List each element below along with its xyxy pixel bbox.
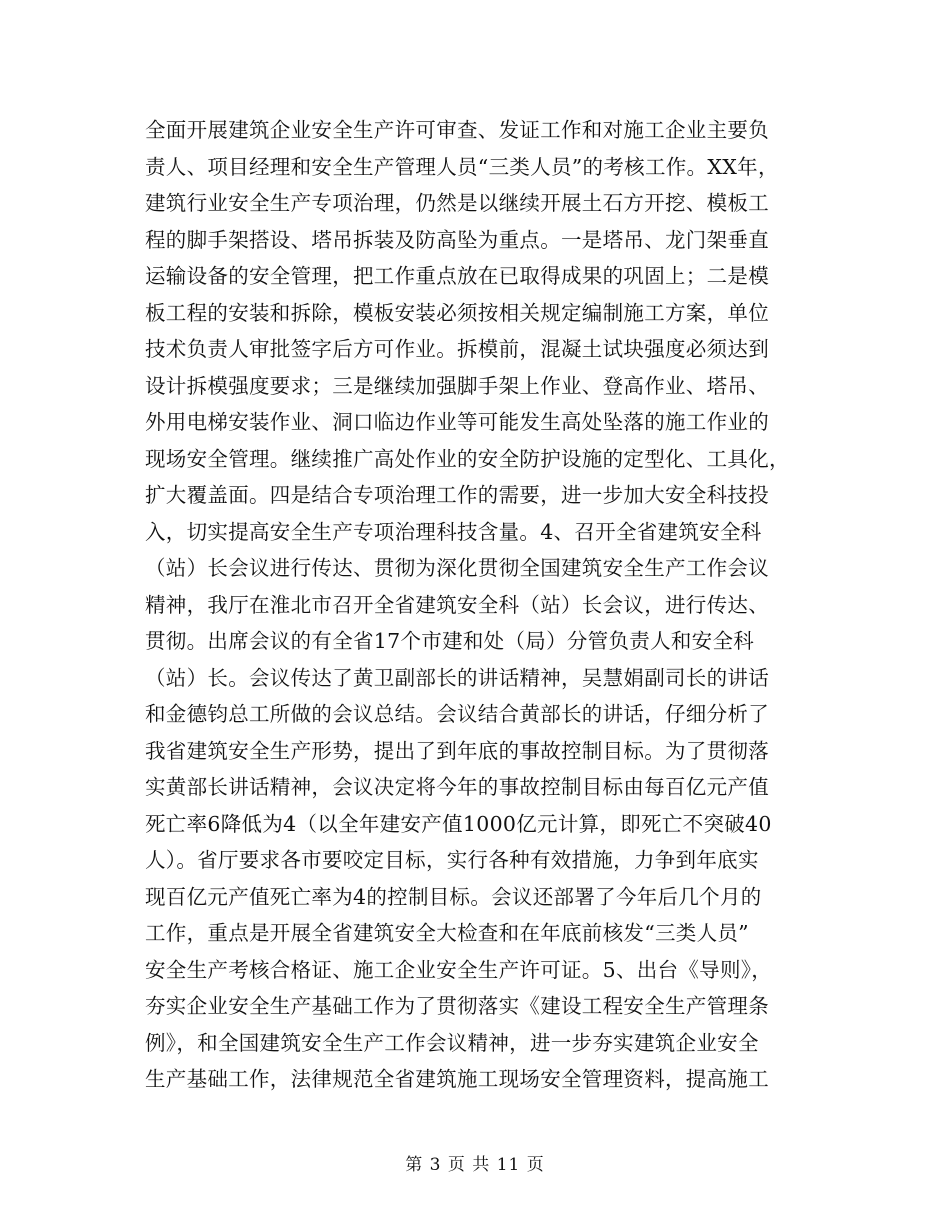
text-line: 设计拆模强度要求；三是继续加强脚手架上作业、登高作业、塔吊、	[145, 373, 769, 398]
text-line: 夯实企业安全生产基础工作为了贯彻落实《建设工程安全生产管理条	[145, 994, 769, 1018]
text-line: 板工程的安装和拆除，模板安装必须按相关规定编制施工方案，单位	[145, 300, 769, 325]
text-line: （站）长。会议传达了黄卫副部长的讲话精神，吴慧娟副司长的讲话	[145, 665, 769, 690]
text-line: 运输设备的安全管理，把工作重点放在已取得成果的巩固上；二是模	[145, 264, 769, 288]
text-line: 程的脚手架搭设、塔吊拆装及防高坠为重点。一是塔吊、龙门架垂直	[145, 227, 769, 252]
text-line: 现场安全管理。继续推广高处作业的安全防护设施的定型化、工具化，	[145, 446, 790, 471]
text-line: （站）长会议进行传达、贯彻为深化贯彻全国建筑安全生产工作会议	[145, 556, 769, 580]
text-line: 例》，和全国建筑安全生产工作会议精神，进一步夯实建筑企业安全	[145, 1030, 759, 1055]
text-line: 贯彻。出席会议的有全省17个市建和处（局）分管负责人和安全科	[145, 629, 755, 653]
text-line: 扩大覆盖面。四是结合专项治理工作的需要，进一步加大安全科技投	[145, 483, 769, 507]
text-line: 入，切实提高安全生产专项治理科技含量。4、召开全省建筑安全科	[145, 519, 762, 544]
text-line: 实黄部长讲话精神，会议决定将今年的事故控制目标由每百亿元产值	[145, 775, 769, 799]
text-line: 全面开展建筑企业安全生产许可审查、发证工作和对施工企业主要负	[145, 118, 769, 142]
text-line: 技术负责人审批签字后方可作业。拆模前，混凝土试块强度必须达到	[145, 337, 769, 361]
text-line: 安全生产考核合格证、施工企业安全生产许可证。5、出台《导则》，	[145, 957, 773, 982]
body-text	[145, 112, 810, 1098]
text-line: 生产基础工作，法律规范全省建筑施工现场安全管理资料，提高施工	[145, 1067, 769, 1091]
text-line: 和金德钧总工所做的会议总结。会议结合黄部长的讲话，仔细分析了	[145, 702, 769, 726]
text-line: 我省建筑安全生产形势，提出了到年底的事故控制目标。为了贯彻落	[145, 738, 769, 763]
text-line: 死亡率6降低为4（以全年建安产值1000亿元计算，即死亡不突破40	[145, 811, 772, 836]
page-footer: 第 3 页 共 11 页	[405, 1155, 545, 1175]
text-line: 建筑行业安全生产专项治理，仍然是以继续开展土石方开挖、模板工	[145, 191, 769, 215]
text-line: 责人、项目经理和安全生产管理人员“三类人员”的考核工作。XX年，	[145, 154, 779, 179]
text-line: 现百亿元产值死亡率为4的控制目标。会议还部署了今年后几个月的	[145, 884, 762, 909]
text-line: 工作，重点是开展全省建筑安全大检查和在年底前核发“三类人员”	[145, 921, 749, 945]
text-line: 外用电梯安装作业、洞口临边作业等可能发生高处坠落的施工作业的	[145, 410, 769, 434]
text-line: 精神，我厅在淮北市召开全省建筑安全科（站）长会议，进行传达、	[145, 592, 769, 617]
text-line: 人）。省厅要求各市要咬定目标，实行各种有效措施，力争到年底实	[145, 848, 759, 872]
